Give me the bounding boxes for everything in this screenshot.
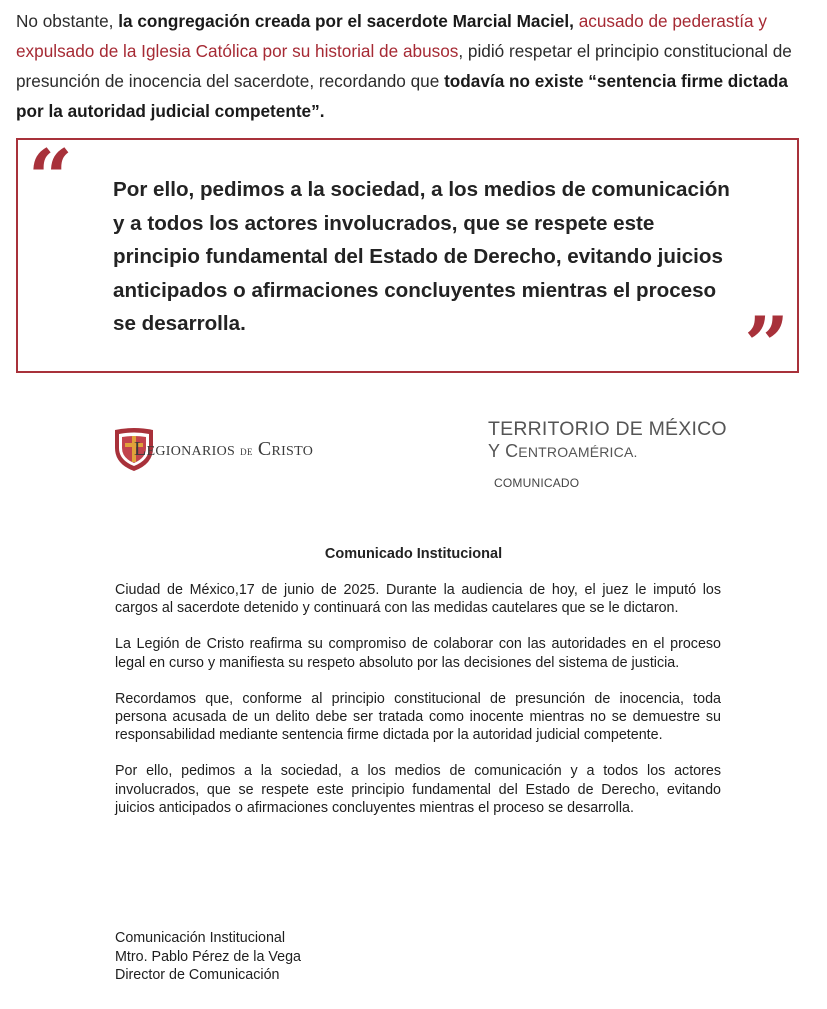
logo-part-de: de xyxy=(240,443,253,458)
territory-heading xyxy=(488,418,727,463)
logo-part-1: Legionarios xyxy=(134,438,236,460)
pull-quote-text: Por ello, pedimos a la sociedad, a los medios de comunicación y a todos los actores involucrados, que se respete este principio fundamental del Estado de Derecho, evitando juicios anticipados o afirmaciones concluyentes mientras el proceso se desarrolla. xyxy=(113,178,730,335)
article-intro-paragraph xyxy=(16,6,811,126)
signature-block xyxy=(115,929,515,985)
comunicado-tag: COMUNICADO xyxy=(494,476,580,490)
document-body xyxy=(115,581,721,835)
territory-rest: ENTROAMÉRICA. xyxy=(518,444,638,460)
signature-line-1: Comunicación Institucional xyxy=(115,930,286,946)
document-paragraph-1: Ciudad de México,17 de junio de 2025. Durante la audiencia de hoy, el juez le imputó los cargos al sacerdote detenido y continuará con las medidas cautelares que se le dictaron. xyxy=(115,582,721,617)
close-quote-icon: ” xyxy=(744,300,789,391)
open-quote-icon: “ xyxy=(28,133,73,224)
territory-c: C xyxy=(505,441,519,461)
signature-line-2: Mtro. Pablo Pérez de la Vega xyxy=(115,948,301,965)
logo-part-2: Cristo xyxy=(257,438,314,460)
logo-wordmark xyxy=(134,438,313,461)
intro-bold-1: la congregación creada por el sacerdote Marcial Maciel, xyxy=(118,11,574,31)
territory-line-2 xyxy=(488,440,727,463)
document-paragraph-2: La Legión de Cristo reafirma su compromiso de colaborar con las autoridades en el proceso legal en curso y manifiesta su respeto absoluto por las decisiones del sistema de justicia. xyxy=(115,636,721,671)
pull-quote xyxy=(16,133,799,391)
territory-line-1: TERRITORIO DE MÉXICO xyxy=(488,418,727,440)
intro-text-1: No obstante, xyxy=(16,11,119,31)
intro-bold-2: todavía no existe “sentencia firme dictada por la autoridad judicial competente”. xyxy=(16,71,788,121)
signature-line-3: Director de Comunicación xyxy=(115,967,280,983)
territory-y: Y xyxy=(488,441,506,461)
intro-link[interactable]: acusado de pederastía y expulsado de la Iglesia Católica por su historial de abusos xyxy=(16,11,767,61)
intro-text-2: , pidió respetar el principio constitucional de presunción de inocencia del sacerdote, recordando que xyxy=(16,41,792,91)
document-title: Comunicado Institucional xyxy=(324,546,503,562)
document-paragraph-4: Por ello, pedimos a la sociedad, a los medios de comunicación y a todos los actores involucrados, que se respete este principio fundamental del Estado de Derecho, evitando juicios anticipados o afirmaciones concluyentes mientras el proceso se desarrolla. xyxy=(115,763,721,816)
document-paragraph-3: Recordamos que, conforme al principio constitucional de presunción de inocencia, toda persona acusada de un delito debe ser tratada como inocente mientras no se demuestre su responsabilidad mediante sentencia firme dictada por la autoridad judicial competente. xyxy=(115,690,721,744)
